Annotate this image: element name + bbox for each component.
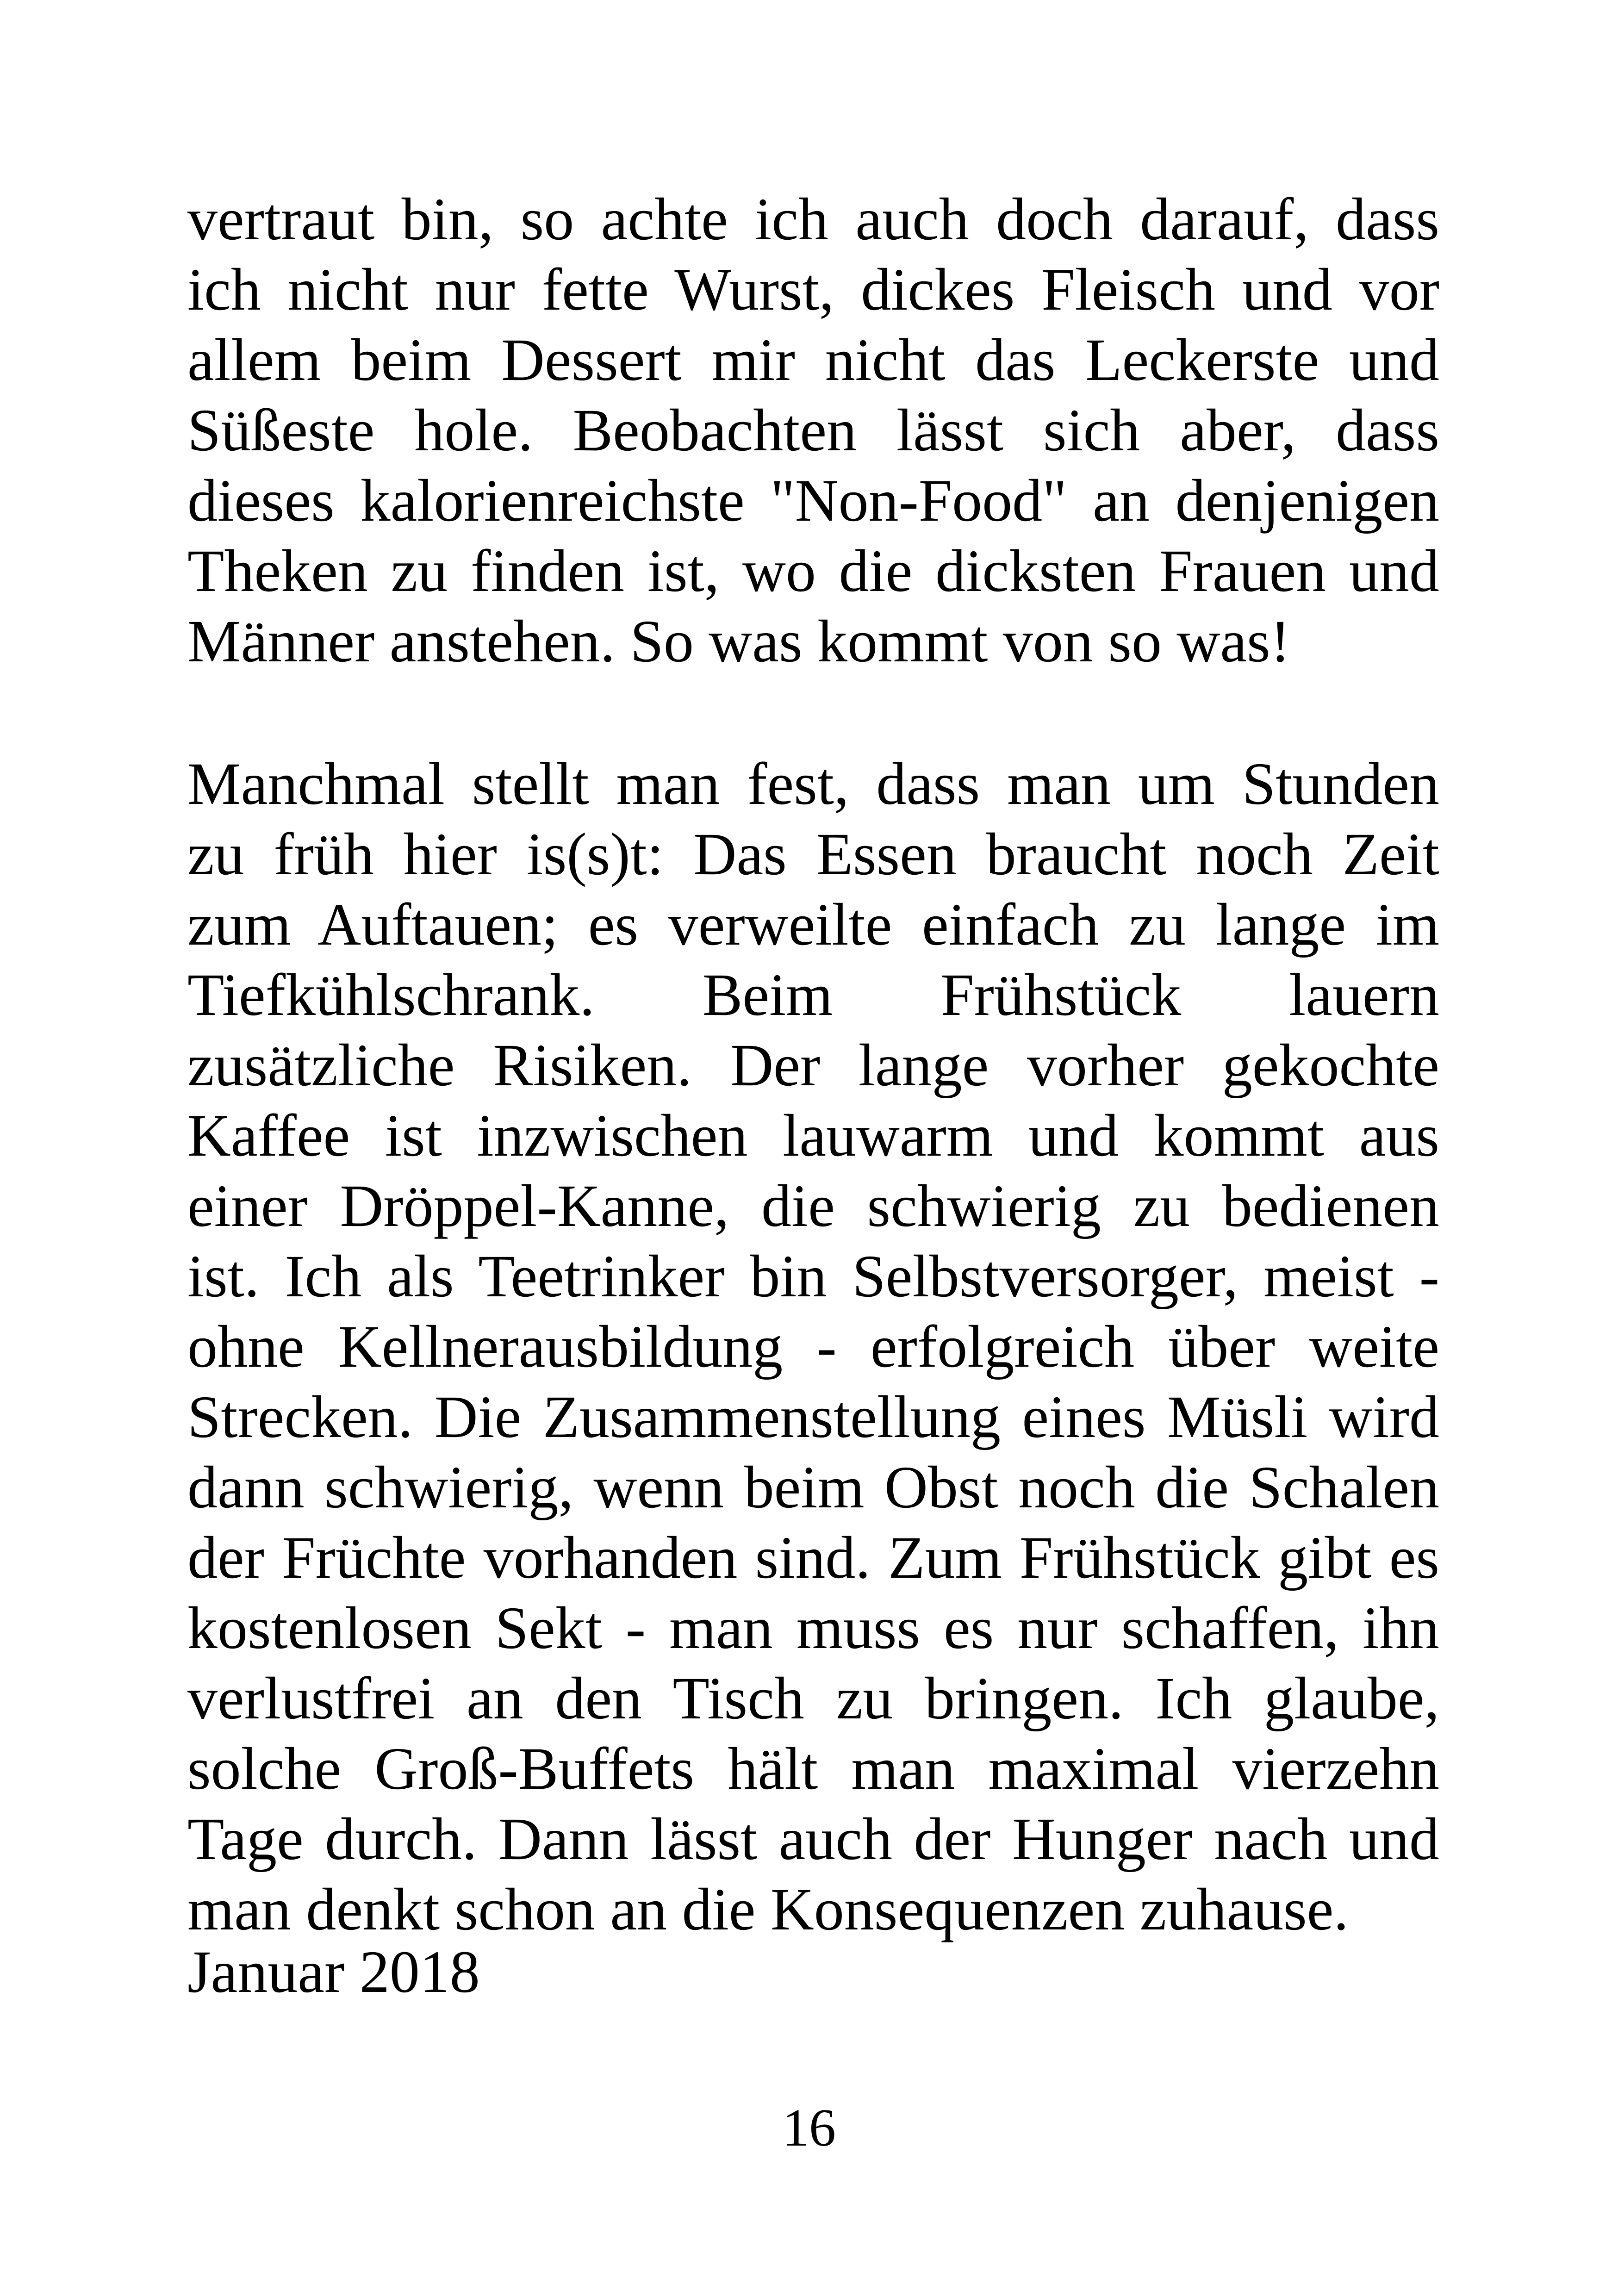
text-line: allem beim Dessert mir nicht das Leckerste und [187, 327, 1439, 393]
text-line: ich nicht nur fette Wurst, dickes Fleisch und vor [187, 256, 1439, 323]
text-line: dieses kalorienreichste "Non-Food" an denjenigen [187, 467, 1439, 534]
page-number: 16 [782, 2098, 836, 2158]
text-line: zu früh hier is(s)t: Das Essen braucht noch Zeit [187, 821, 1439, 888]
text-line: ist. Ich als Teetrinker bin Selbstversorger, meist - [187, 1243, 1439, 1310]
text-line: einer Dröppel-Kanne, die schwierig zu bedienen [187, 1173, 1439, 1239]
text-line: man denkt schon an die Konsequenzen zuhause. [187, 1876, 1349, 1943]
text-line: Tage durch. Dann lässt auch der Hunger nach und [187, 1806, 1439, 1873]
text-line: Männer anstehen. So was kommt von so was! [187, 608, 1290, 675]
text-line: dann schwierig, wenn beim Obst noch die Schalen [187, 1454, 1439, 1521]
text-line: Strecken. Die Zusammenstellung eines Müsli wird [187, 1384, 1439, 1450]
paragraph-1 [187, 184, 1439, 677]
text-line: Tiefkühlschrank. Beim Frühstück lauern [187, 962, 1439, 1028]
text-line: Süßeste hole. Beobachten lässt sich aber, dass [187, 397, 1439, 464]
date-line: Januar 2018 [187, 1939, 480, 2005]
text-line: der Früchte vorhanden sind. Zum Frühstück gibt es [187, 1524, 1439, 1591]
text-line: Kaffee ist inzwischen lauwarm und kommt aus [187, 1102, 1439, 1169]
text-line: zum Auftauen; es verweilte einfach zu lange im [187, 891, 1439, 958]
text-line: Manchmal stellt man fest, dass man um Stunden [187, 751, 1439, 817]
text-line: vertraut bin, so achte ich auch doch darauf, dass [187, 186, 1439, 253]
text-line: verlustfrei an den Tisch zu bringen. Ich glaube, [187, 1665, 1439, 1732]
text-line: zusätzliche Risiken. Der lange vorher gekochte [187, 1032, 1439, 1099]
text-line: Theken zu finden ist, wo die dicksten Frauen und [187, 538, 1439, 604]
text-line: ohne Kellnerausbildung - erfolgreich über weite [187, 1313, 1439, 1380]
text-line: solche Groß-Buffets hält man maximal vierzehn [187, 1736, 1439, 1802]
text-line: kostenlosen Sekt - man muss es nur schaffen, ihn [187, 1595, 1439, 1661]
paragraph-2 [187, 749, 1439, 1945]
